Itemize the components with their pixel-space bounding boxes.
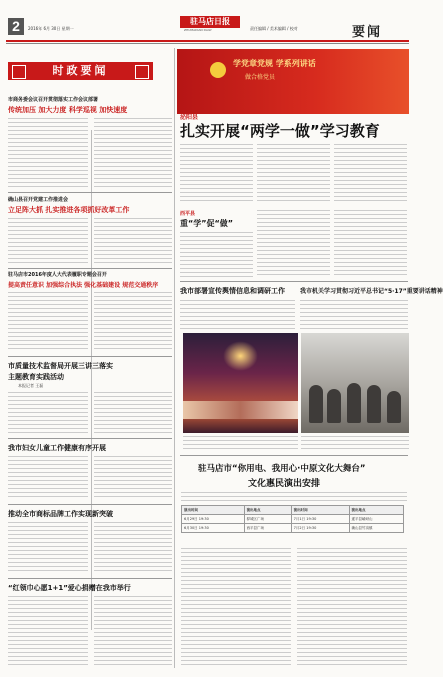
divider xyxy=(8,438,172,439)
divider xyxy=(180,281,408,282)
article-body xyxy=(257,144,330,204)
table-cell: 7月1日 19:30 xyxy=(291,515,349,524)
article-subhead: 立足阵大抓 扎实推进各项抓好改革工作 xyxy=(8,206,130,214)
table-header: 演出时间 xyxy=(291,506,349,515)
editor-line: 责任编辑 / 美术编辑 / 校对 xyxy=(250,26,298,31)
article-body xyxy=(8,292,88,352)
table-header: 演出地点 xyxy=(244,506,291,515)
article-body xyxy=(334,144,407,204)
column-divider xyxy=(174,48,175,668)
photo-caption xyxy=(301,436,409,450)
article-body xyxy=(300,300,408,330)
article-body xyxy=(180,300,295,330)
table-cell: 确山县竹沟镇 xyxy=(349,524,403,533)
article-headline: 驻马店市2016年度人大代表履职专题会召开 xyxy=(8,272,107,278)
article-subhead: 主题教育实践活动 xyxy=(8,373,64,381)
performance-schedule-table xyxy=(181,505,404,533)
article-headline: 我市机关学习贯彻习近平总书记“5·17”重要讲话精神 xyxy=(300,288,443,295)
article-headline: 文化惠民演出安排 xyxy=(248,479,321,489)
header-rule-thin xyxy=(6,43,409,44)
stage-performance-photo xyxy=(183,333,298,433)
article-body xyxy=(8,392,88,434)
article-body xyxy=(8,596,88,666)
article-body xyxy=(94,292,172,352)
table-row xyxy=(182,515,404,524)
politics-banner: 时政要闻 xyxy=(8,62,153,80)
article-body xyxy=(94,596,172,666)
table-header-row xyxy=(182,506,404,515)
party-banner-subtitle: 做合格党员 xyxy=(245,74,276,81)
section-label: 要闻 xyxy=(352,25,383,40)
article-body xyxy=(94,118,172,188)
table-row xyxy=(182,524,404,533)
article-body xyxy=(8,456,88,500)
article-body xyxy=(8,218,88,263)
main-headline: 扎实开展“两学一做”学习教育 xyxy=(180,122,380,140)
table-header: 演出地点 xyxy=(349,506,403,515)
article-body xyxy=(180,144,253,204)
divider xyxy=(8,504,172,505)
party-banner-title: 学党章党规 学系列讲话 xyxy=(233,59,316,68)
article-body xyxy=(181,548,291,666)
masthead-logo: 驻马店日报 xyxy=(180,16,240,28)
sidebar-kicker: 西平县 xyxy=(180,211,196,217)
masthead-english: ZHUMADIAN DAILY xyxy=(184,28,212,32)
page-number: 2 xyxy=(8,18,24,35)
article-subhead: 传统加压 加大力度 科学巡视 加快速度 xyxy=(8,106,128,114)
article-headline: 我市妇女儿童工作健康有序开展 xyxy=(8,444,106,452)
article-body xyxy=(181,492,407,502)
divider xyxy=(180,455,408,456)
table-cell: 6月29日 19:30 xyxy=(182,515,245,524)
kicker: 泌阳县 xyxy=(180,114,199,121)
article-body xyxy=(297,548,407,666)
table-header: 演出时间 xyxy=(182,506,245,515)
article-body xyxy=(94,392,172,434)
table-cell: 7月2日 19:30 xyxy=(291,524,349,533)
byline: 本报记者 王磊 xyxy=(18,383,44,388)
article-headline: “红领巾心愿1+1”爱心捐赠在我市举行 xyxy=(8,584,131,592)
article-body xyxy=(257,210,330,277)
table-cell: 驿城区广场 xyxy=(244,515,291,524)
date-line: 2016年 6月 30日 星期一 xyxy=(28,26,74,31)
article-headline: 我市部署宣传舆情信息和调研工作 xyxy=(180,287,285,295)
article-headline: 市质量技术监督局开展三讲三落实 xyxy=(8,362,113,370)
divider xyxy=(8,356,172,357)
article-headline: 推动全市商标品牌工作实现新突破 xyxy=(8,510,113,518)
article-body xyxy=(94,218,172,263)
article-body xyxy=(8,522,88,572)
divider xyxy=(8,192,172,193)
article-headline: 驻马店市“你用电、我用心·中原文化大舞台” xyxy=(198,464,366,474)
table-cell: 西平县广场 xyxy=(244,524,291,533)
divider xyxy=(8,268,172,269)
sidebar-headline: 重“学”促“做” xyxy=(180,219,234,228)
people-meeting-photo xyxy=(301,333,409,433)
article-subhead: 提高责任意识 加强综合执法 强化基础建设 规范交通秩序 xyxy=(8,282,159,289)
article-body xyxy=(334,210,407,277)
article-body xyxy=(94,456,172,500)
article-body xyxy=(94,522,172,572)
divider xyxy=(8,578,172,579)
page-header xyxy=(0,0,415,50)
header-rule xyxy=(6,40,409,42)
article-body xyxy=(8,118,88,188)
party-emblem-icon xyxy=(210,62,226,78)
article-body xyxy=(180,232,253,277)
table-cell: 6月30日 19:30 xyxy=(182,524,245,533)
table-cell: 遂平县嵖岈山 xyxy=(349,515,403,524)
article-headline: 确山县召开党建工作推进会 xyxy=(8,197,69,203)
photo-caption xyxy=(183,436,298,450)
article-headline: 市商务委会议召开贯彻落实工作会议部署 xyxy=(8,97,99,103)
